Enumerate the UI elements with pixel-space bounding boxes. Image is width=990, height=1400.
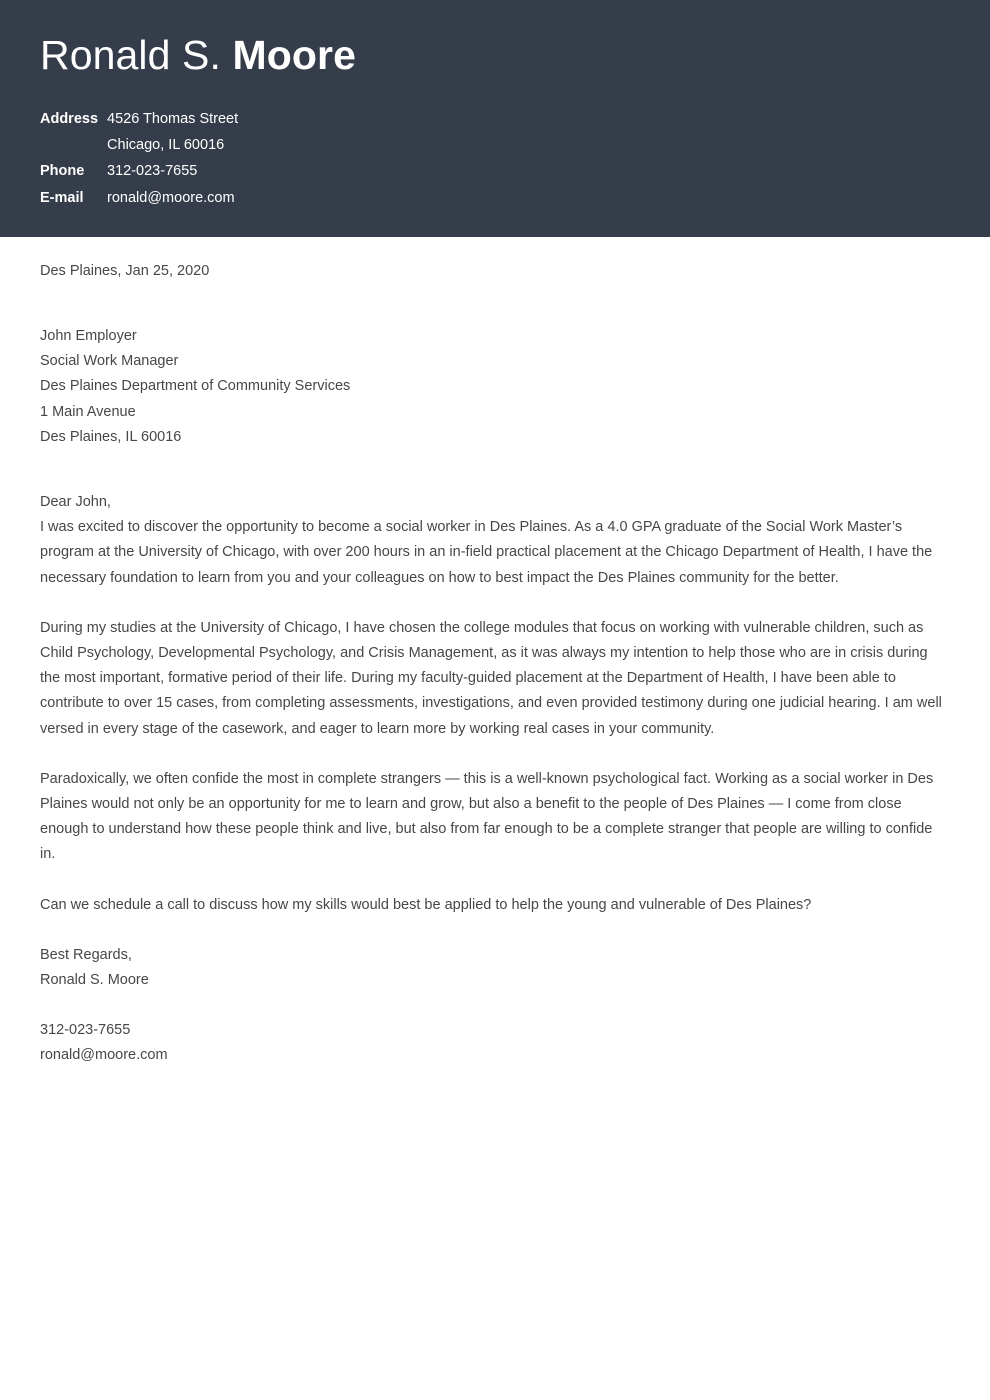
page-title xyxy=(40,30,950,80)
contact-row-address xyxy=(40,106,238,133)
header-contact-list xyxy=(40,106,238,212)
recipient-address-block xyxy=(40,284,950,450)
name-space xyxy=(221,32,233,78)
applicant-last-name: Moore xyxy=(232,32,356,78)
contact-label-spacer xyxy=(40,133,107,158)
recipient-line-organization: Des Plaines Department of Community Services xyxy=(40,378,351,395)
signoff-contact-block xyxy=(40,993,950,1068)
applicant-first-name: Ronald S. xyxy=(40,32,221,78)
contact-value-phone: 312-023-7655 xyxy=(107,163,198,179)
recipient-line-title: Social Work Manager xyxy=(40,353,179,370)
closing-salutation: Best Regards, xyxy=(40,946,132,963)
letter-paragraphs xyxy=(40,515,950,918)
letter-paragraph-3: Paradoxically, we often confide the most in complete strangers — this is a well-known psychological fact. Working as a social worker in Des Plaines would not only be an opportunity for me to learn and grow, but also a benefit to the people of Des Plaines — I come from close enough to understand how these people think and live, but also from far enough to be a complete stranger that people are willing to confide in. xyxy=(40,770,934,863)
letter-paragraph-4: Can we schedule a call to discuss how my skills would best be applied to help the young and vulnerable of Des Plaines? xyxy=(40,896,812,913)
signoff-email: ronald@moore.com xyxy=(40,1047,168,1064)
contact-value-address-line2: Chicago, IL 60016 xyxy=(107,137,225,153)
recipient-line-street: 1 Main Avenue xyxy=(40,403,136,420)
letter-body xyxy=(0,237,990,1069)
contact-label-address: Address xyxy=(40,111,99,127)
contact-row-address-line2 xyxy=(40,133,238,158)
letter-paragraph-1: I was excited to discover the opportunity to become a social worker in Des Plaines. As a 4.0 GPA graduate of the Social Work Master’s program at the University of Chicago, with over 200 hours in an in-field practical placement at the Chicago Department of Health, I have the necessary foundation to learn from you and your colleagues on how to best impact the Des Plaines community for the better. xyxy=(40,519,933,586)
contact-row-email xyxy=(40,185,238,212)
signoff-phone: 312-023-7655 xyxy=(40,1022,131,1039)
contact-row-phone xyxy=(40,158,238,185)
closing-block xyxy=(40,918,950,993)
closing-signature-name: Ronald S. Moore xyxy=(40,972,149,989)
contact-value-address: 4526 Thomas Street xyxy=(107,111,239,127)
contact-label-phone: Phone xyxy=(40,163,85,179)
recipient-line-name: John Employer xyxy=(40,328,137,344)
recipient-line-city: Des Plaines, IL 60016 xyxy=(40,428,182,445)
contact-label-email: E-mail xyxy=(40,190,84,206)
letter-date: Des Plaines, Jan 25, 2020 xyxy=(40,263,210,279)
contact-value-email: ronald@moore.com xyxy=(107,190,235,206)
letter-paragraph-2: During my studies at the University of Chicago, I have chosen the college modules that focus on working with vulnerable children, such as Child Psychology, Developmental Psychology, and Crisis Management, as it was always my intention to help those who are in crisis during the most important, formative period of their life. During my faculty-guided placement at the Department of Health, I have been able to contribute to over 15 cases, from completing assessments, investigations, and even provided testimony during one judicial hearing. I am well versed in every stage of the casework, and eager to learn more by working real cases in your community. xyxy=(40,619,942,737)
letter-header xyxy=(0,0,990,237)
salutation: Dear John, xyxy=(40,494,111,511)
